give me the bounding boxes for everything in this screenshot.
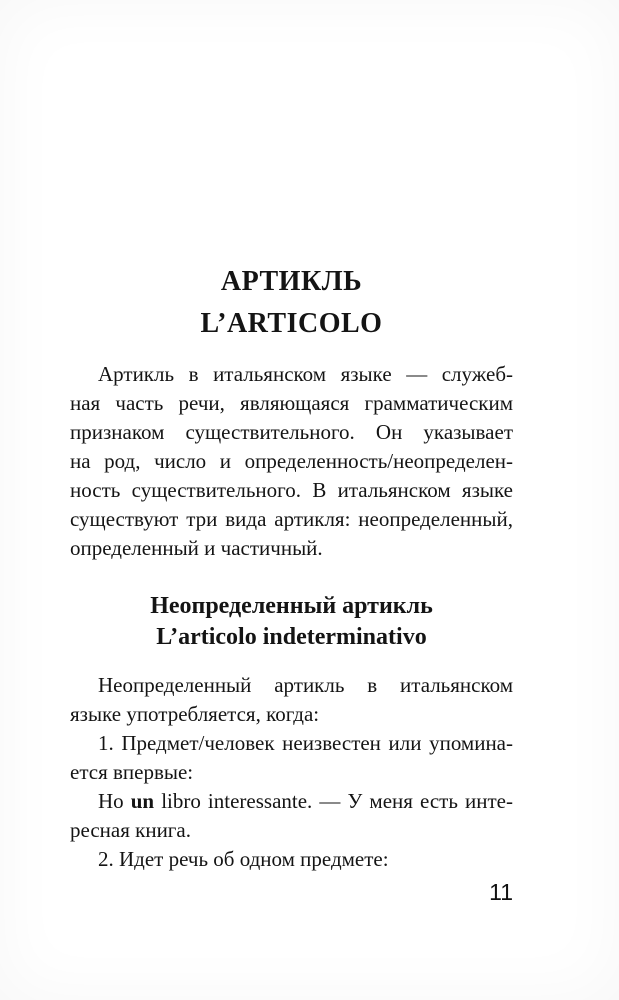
- example-line: [70, 787, 513, 816]
- list-item-1: [70, 729, 513, 787]
- text-line: ность существительного. В итальянском языке: [70, 478, 513, 502]
- intro-paragraph: [70, 360, 513, 563]
- example-article-bold: un: [130, 789, 155, 813]
- text-line: ресная книга.: [70, 818, 191, 842]
- usage-paragraph: [70, 671, 513, 729]
- text-line: определенный и частичный.: [70, 536, 323, 560]
- list-item-2: [70, 845, 513, 874]
- text-line: Неопределенный артикль в итальянском: [98, 673, 513, 697]
- text-line: языке употребляется, когда:: [70, 702, 320, 726]
- chapter-title-italian: L’ARTICOLO: [200, 308, 383, 339]
- example-text: Ho: [98, 789, 131, 813]
- text-line: ная часть речи, являющаяся грамматическим: [70, 391, 513, 415]
- text-line: Артикль в итальянском языке — служеб-: [98, 362, 513, 386]
- text-line: на род, число и определенность/неопределен-: [70, 449, 513, 473]
- text-line: 2. Идет речь об одном предмете:: [98, 847, 389, 871]
- example-1: [70, 787, 513, 845]
- text-line: существуют три вида артикля: неопределенный,: [70, 507, 513, 531]
- section-heading: [70, 591, 513, 653]
- text-line: ется впервые:: [70, 760, 194, 784]
- text-line: признаком существительного. Он указывает: [70, 420, 513, 444]
- page-content: [70, 266, 513, 874]
- section-heading-russian: Неопределенный артикль: [150, 593, 433, 619]
- text-line: 1. Предмет/человек неизвестен или упомина-: [98, 731, 513, 755]
- section-heading-italian: L’articolo indeterminativo: [156, 624, 427, 650]
- page-number: 11: [489, 879, 513, 905]
- chapter-title-russian: АРТИКЛЬ: [220, 266, 363, 297]
- example-translation: libro interessante. — У меня есть инте-: [154, 789, 513, 813]
